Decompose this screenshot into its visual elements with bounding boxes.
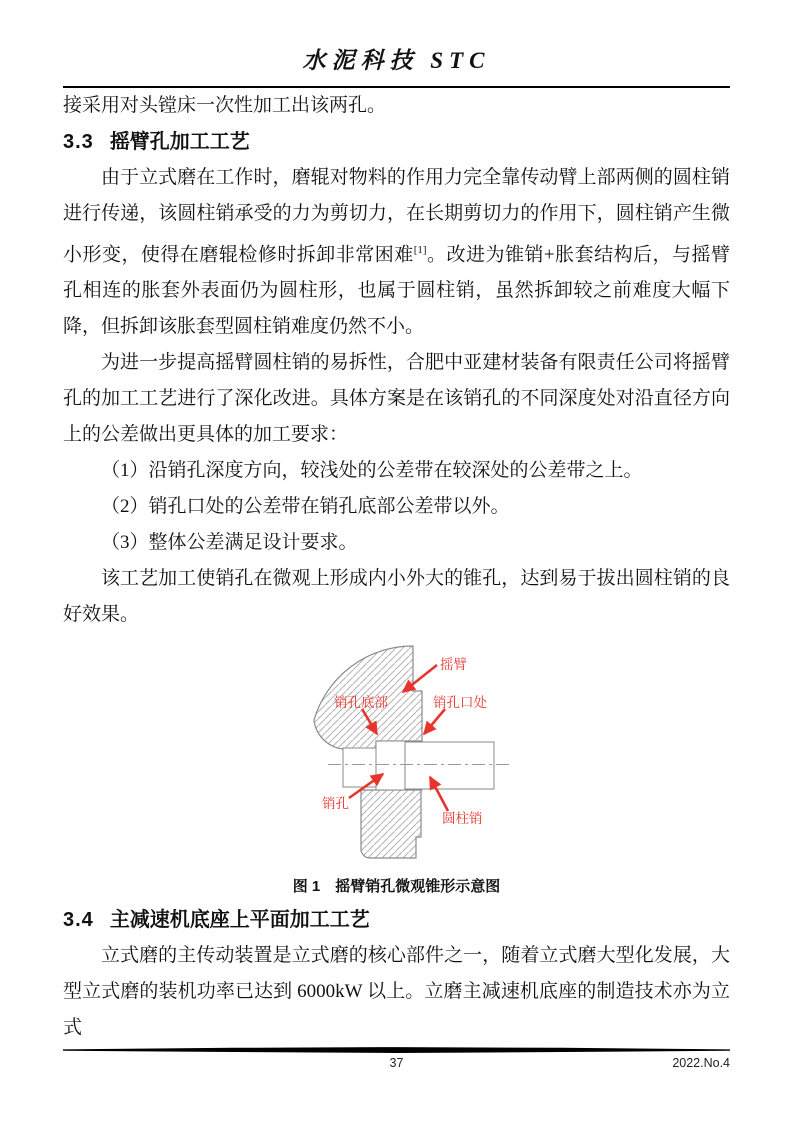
figure-1 xyxy=(63,633,730,902)
paragraph-2: 为进一步提高摇臂圆柱销的易拆性，合肥中亚建材装备有限责任公司将摇臂孔的加工工艺进行了深化改进。具体方案是在该销孔的不同深度处对沿直径方向上的公差做出更具体的加工要求： xyxy=(63,352,730,446)
journal-title: 水泥科技 STC xyxy=(302,48,491,73)
paragraph-4: 立式磨的主传动装置是立式磨的核心部件之一，随着立式磨大型化发展，大型立式磨的装机功率已达到 6000kW 以上。立磨主减速机底座的制造技术亦为立式 xyxy=(63,945,730,1039)
intro-line: 接采用对头镗床一次性加工出该两孔。 xyxy=(63,95,387,116)
page-footer xyxy=(63,1046,730,1074)
cylindrical-pin-body xyxy=(405,742,494,789)
paragraph-1 xyxy=(63,160,730,345)
figure-1-caption: 图 1 摇臂销孔微观锥形示意图 xyxy=(292,878,501,896)
list-item-1: （1）沿销孔深度方向，较浅处的公差带在较深处的公差带之上。 xyxy=(101,460,643,482)
paragraph-1-text-cont: 。改进为锥销+胀套结构后，与摇臂孔相连的胀套外表面仍为圆柱形，也属于圆柱销，虽然拆卸较之前难度大幅下降，但拆卸该胀套型圆柱销难度仍然不小。 xyxy=(63,244,730,338)
label-pin-hole-mouth: 销孔口处 xyxy=(432,695,487,711)
label-cylindrical-pin: 圆柱销 xyxy=(441,811,482,827)
arrow-pin-hole-mouth xyxy=(424,709,445,734)
section-3-3-title: 摇臂孔加工工艺 xyxy=(109,131,250,153)
reference-marker[interactable]: [1] xyxy=(413,244,427,256)
section-3-4-number: 3.4 xyxy=(63,909,94,932)
footer-row xyxy=(63,1056,730,1074)
label-rocker-arm: 摇臂 xyxy=(439,657,467,673)
issue-number: 2022.No.4 xyxy=(672,1056,730,1070)
list-item-2: （2）销孔口处的公差带在销孔底部公差带以外。 xyxy=(101,496,510,518)
label-pin-hole: 销孔 xyxy=(321,796,349,812)
section-3-4-heading xyxy=(63,902,730,938)
label-pin-hole-bottom: 销孔底部 xyxy=(333,695,388,711)
page-header xyxy=(63,0,730,88)
section-3-4-title: 主减速机底座上平面加工工艺 xyxy=(109,909,370,932)
footer-rule xyxy=(63,1046,730,1055)
list-item-3: （3）整体公差满足设计要求。 xyxy=(101,532,358,554)
section-3-3-number: 3.3 xyxy=(63,131,94,153)
paragraph-1-text: 由于立式磨在工作时，磨辊对物料的作用力完全靠传动臂上部两侧的圆柱销进行传递，该圆柱销承受的力为剪切力，在长期剪切力的作用下，圆柱销产生微小形变，使得在磨辊检修时拆卸非常困难 xyxy=(63,167,730,266)
section-3-3-heading xyxy=(63,124,730,160)
figure-1-drawing xyxy=(275,633,537,872)
page-number: 37 xyxy=(389,1056,404,1070)
page-content xyxy=(63,0,730,1046)
paragraph-3: 该工艺加工使销孔在微观上形成内小外大的锥孔，达到易于拔出圆柱销的良好效果。 xyxy=(63,568,730,626)
rocker-arm-stem xyxy=(361,790,421,858)
